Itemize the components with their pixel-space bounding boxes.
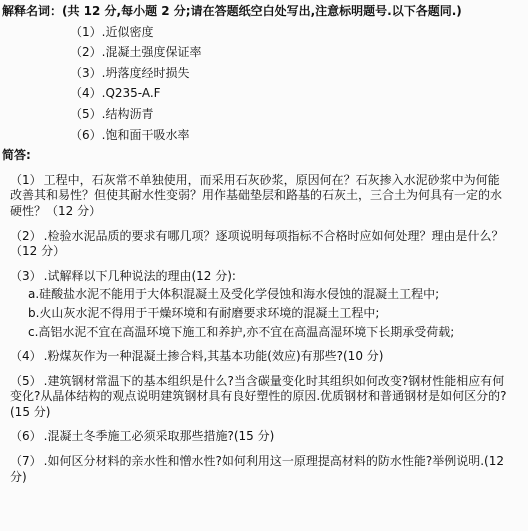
question-text: .试解释以下几种说法的理由(12 分): — [43, 268, 236, 283]
definition-text: .结构沥青 — [101, 106, 154, 121]
question-number: （2） — [10, 228, 42, 243]
section1-heading: 解释名词：(共 12 分,每小题 2 分;请在答题纸空白处写出,注意标明题号.以下各题同.) — [2, 4, 462, 18]
subpart-b: b.火山灰水泥不得用于干燥环境和有耐磨要求环境的混凝土工程中; — [28, 305, 380, 320]
question-number: （4） — [10, 349, 42, 364]
question-5 — [10, 374, 510, 421]
definition-text: .近似密度 — [101, 24, 154, 39]
question-text: .建筑钢材常温下的基本组织是什么?当含碳量变化时其组织如何改变?钢材性能相应有何变化?从晶体结构的观点说明建筑钢材具有良好塑性的原因.优质钢材和普通钢材是如何区分的?(15 分) — [10, 373, 507, 419]
question-text: .混凝土冬季施工必须采取那些措施?(15 分) — [43, 429, 275, 444]
definition-item-6 — [70, 128, 518, 144]
section2-heading: 简答: — [2, 148, 31, 163]
definition-number: （2） — [70, 45, 102, 60]
definition-number: （1） — [70, 24, 102, 39]
definition-text: .Q235-A.F — [101, 86, 161, 101]
definition-number: （6） — [70, 127, 102, 142]
definitions-list — [70, 25, 518, 144]
definition-number: （3） — [70, 65, 102, 80]
question-number: （3） — [10, 268, 42, 283]
question-4 — [10, 349, 510, 365]
definition-item-5 — [70, 107, 518, 123]
question-7 — [10, 454, 510, 485]
question-2 — [10, 229, 510, 260]
question-number: （6） — [10, 429, 42, 444]
question-1 — [10, 173, 510, 220]
question-3 — [10, 269, 510, 340]
question-number: （5） — [10, 373, 42, 388]
question-text: .检验水泥品质的要求有哪几项？逐项说明每项指标不合格时应如何处理？理由是什么？（12 分） — [10, 228, 504, 259]
definition-item-4 — [70, 86, 518, 102]
question-number: （7） — [10, 454, 42, 469]
question-3-subparts — [28, 287, 510, 340]
definition-text: .饱和面干吸水率 — [101, 127, 190, 142]
question-text: .如何区分材料的亲水性和憎水性?如何利用这一原理提高材料的防水性能?举例说明.(12 分) — [10, 454, 504, 484]
question-6 — [10, 429, 510, 445]
definition-item-1 — [70, 25, 518, 41]
definition-text: .混凝土强度保证率 — [101, 45, 202, 60]
subpart-a: a.硅酸盐水泥不能用于大体积混凝土及受化学侵蚀和海水侵蚀的混凝土工程中; — [28, 287, 440, 302]
question-text: 工程中，石灰常不单独使用，而采用石灰砂浆，原因何在？石灰掺入水泥砂浆中为何能改善其和易性？但使其耐水性变弱？用作基础垫层和路基的石灰土，三合土为何具有一定的水硬性？（12 分） — [10, 172, 503, 218]
question-text: .粉煤灰作为一种混凝土掺合料,其基本功能(效应)有那些?(10 分) — [43, 349, 384, 364]
definition-text: .坍落度经时损失 — [101, 65, 190, 80]
definition-number: （5） — [70, 106, 102, 121]
subpart-c: c.高铝水泥不宜在高温环境下施工和养护,亦不宜在高温高湿环境下长期承受荷载; — [28, 324, 455, 339]
definition-item-2 — [70, 45, 518, 61]
definition-item-3 — [70, 66, 518, 82]
definition-number: （4） — [70, 86, 102, 101]
question-number: （1） — [10, 172, 42, 187]
